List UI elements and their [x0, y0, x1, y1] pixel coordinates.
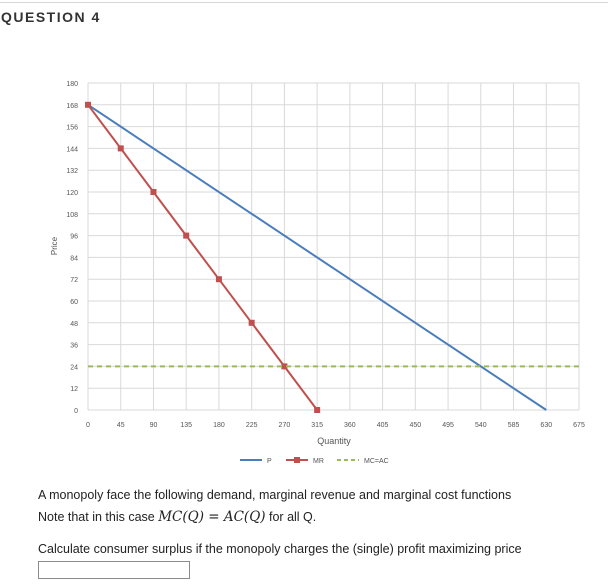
y-tick-label: 36 — [70, 342, 78, 350]
legend-label: MC=AC — [364, 458, 389, 465]
y-tick-label: 168 — [66, 102, 78, 110]
y-tick-label: 72 — [70, 277, 78, 285]
y-tick-label: 108 — [66, 211, 78, 219]
x-axis-label: Quantity — [317, 436, 351, 446]
y-tick-label: 120 — [66, 190, 78, 197]
series-point-mr — [216, 276, 222, 282]
x-tick-label: 630 — [540, 422, 553, 429]
y-tick-label: 96 — [70, 233, 78, 241]
y-tick-label: 12 — [70, 386, 78, 394]
legend-marker — [294, 457, 300, 463]
answer-input[interactable] — [38, 561, 190, 579]
x-tick-label: 180 — [213, 422, 225, 429]
y-tick-label: 24 — [70, 364, 78, 372]
legend-label: P — [267, 458, 272, 465]
series-point-mr — [150, 189, 156, 195]
y-tick-label: 132 — [66, 168, 78, 176]
y-tick-label: 84 — [70, 255, 78, 263]
problem-statement: A monopoly face the following demand, marginal revenue and marginal cost functions — [38, 488, 512, 502]
x-tick-label: 405 — [376, 422, 389, 429]
x-tick-label: 45 — [116, 422, 125, 429]
series-point-mr — [183, 233, 189, 239]
x-tick-label: 225 — [245, 422, 258, 429]
question-title: QUESTION 4 — [1, 9, 101, 25]
x-tick-label: 270 — [278, 422, 291, 429]
series-point-mr — [314, 407, 320, 413]
y-tick-label: 180 — [66, 81, 78, 88]
y-axis-label: Price — [50, 236, 59, 256]
y-tick-label: 0 — [74, 408, 78, 415]
y-tick-label: 156 — [66, 124, 78, 132]
y-tick-labels — [66, 81, 78, 415]
y-tick-label: 48 — [70, 320, 78, 328]
x-tick-label: 450 — [409, 422, 422, 429]
x-tick-label: 360 — [344, 422, 356, 429]
x-tick-label: 315 — [311, 422, 323, 429]
series-point-mr — [249, 320, 255, 326]
x-tick-label: 135 — [180, 422, 193, 429]
question-prompt: Calculate consumer surplus if the monopoly charges the (single) profit maximizing price — [38, 542, 522, 556]
x-tick-label: 495 — [442, 422, 454, 429]
mc-ac-formula: MC(Q) = AC(Q) — [158, 509, 266, 525]
x-tick-label: 0 — [86, 422, 90, 429]
y-tick-label: 144 — [66, 146, 78, 154]
top-divider — [0, 2, 608, 3]
note-suffix: for all Q. — [265, 510, 317, 524]
series-point-mr — [85, 102, 91, 108]
demand-mr-mc-chart — [44, 68, 604, 478]
x-tick-label: 675 — [573, 422, 585, 429]
chart-legend — [240, 457, 389, 465]
x-tick-label: 540 — [474, 422, 487, 429]
y-tick-label: 60 — [70, 299, 78, 306]
x-tick-labels — [86, 422, 585, 429]
x-tick-label: 90 — [149, 422, 158, 429]
x-tick-label: 585 — [507, 422, 520, 429]
chart-container — [44, 68, 604, 478]
note-line — [38, 509, 316, 525]
legend-label: MR — [313, 458, 324, 465]
series-point-mr — [118, 145, 124, 151]
chart-grid — [88, 83, 579, 410]
note-prefix: Note that in this case — [38, 510, 159, 524]
